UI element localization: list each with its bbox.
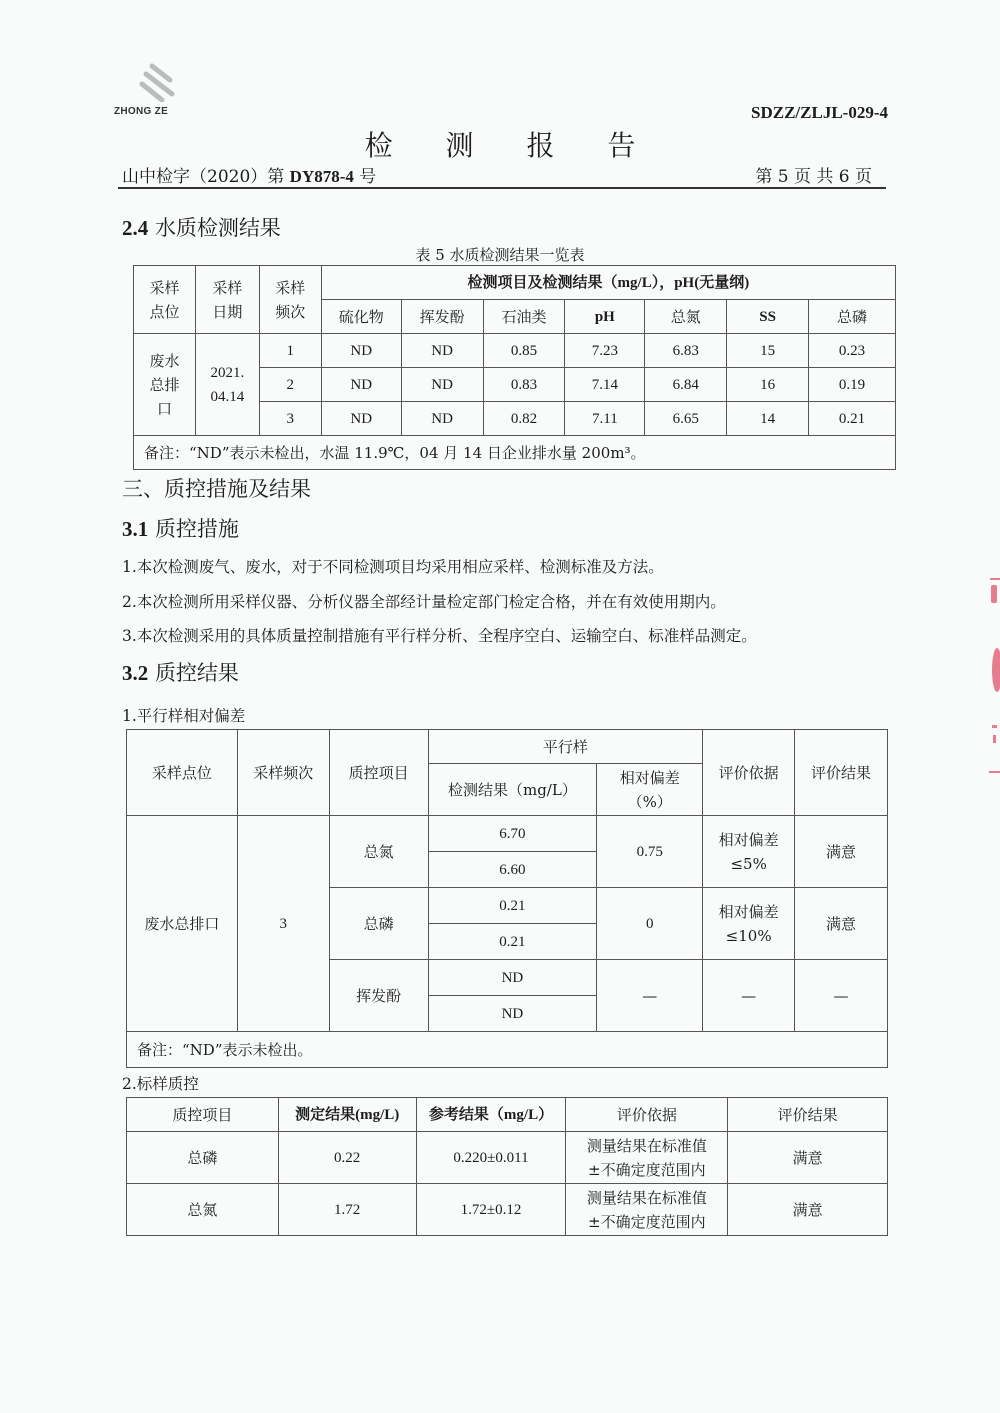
cell-value: ND (401, 334, 483, 368)
report-number-suffix: 号 (359, 167, 377, 187)
cell-value: 0.83 (483, 368, 565, 402)
cell-result: 0.21 (428, 924, 597, 960)
cell-qc-item: 总磷 (127, 1132, 279, 1184)
header-evaluation-result: 评价结果 (728, 1098, 888, 1132)
document-code: SDZZ/ZLJL-029-4 (751, 103, 888, 122)
header-reference-result: 参考结果（mg/L） (416, 1098, 566, 1132)
section-number: 2.4 (122, 216, 149, 240)
page-indicator: 第 5 页 共 6 页 (755, 167, 872, 187)
table-row (134, 334, 896, 368)
header-qc-item: 质控项目 (329, 730, 428, 816)
cell-value: ND (321, 368, 401, 402)
cell-result: 6.70 (428, 816, 597, 852)
cell-measured: 1.72 (278, 1184, 416, 1236)
cell-deviation: — (597, 960, 703, 1032)
cell-conclusion: — (795, 960, 888, 1032)
header-evaluation-result: 评价结果 (795, 730, 888, 816)
cell-value: 0.21 (809, 402, 896, 436)
cell-conclusion: 满意 (795, 888, 888, 960)
cell-conclusion: 满意 (795, 816, 888, 888)
header-item: 总磷 (809, 300, 896, 334)
cell-basis: 相对偏差 ≤10% (703, 888, 795, 960)
header-evaluation-basis: 评价依据 (703, 730, 795, 816)
header-parallel-sample: 平行样 (428, 730, 703, 764)
section-title: 水质检测结果 (154, 216, 281, 240)
table-row (127, 816, 888, 852)
cell-value: ND (401, 402, 483, 436)
header-sampling-frequency: 采样频次 (237, 730, 329, 816)
page-title: 检 测 报 告 (364, 129, 658, 162)
cell-value: ND (321, 402, 401, 436)
cell-measured: 0.22 (278, 1132, 416, 1184)
header-item: SS (727, 300, 809, 334)
cell-qc-item: 总氮 (127, 1184, 279, 1236)
cell-value: 16 (727, 368, 809, 402)
header-item: 硫化物 (321, 300, 401, 334)
water-quality-table (133, 265, 896, 470)
cell-qc-item: 总磷 (329, 888, 428, 960)
cell-basis: 测量结果在标准值 ±不确定度范围内 (566, 1184, 728, 1236)
section-2-4-heading (122, 212, 281, 242)
cell-reference: 1.72±0.12 (416, 1184, 566, 1236)
cell-value: 6.84 (645, 368, 727, 402)
header-qc-item: 质控项目 (127, 1098, 279, 1132)
logo-text: ZHONG ZE (114, 106, 169, 117)
header-sampling-frequency: 采样 频次 (259, 266, 321, 334)
cell-value: 7.14 (565, 368, 645, 402)
cell-sampling-date: 2021. 04.14 (195, 334, 259, 436)
cell-value: 15 (727, 334, 809, 368)
header-item: 石油类 (483, 300, 565, 334)
cell-value: ND (321, 334, 401, 368)
cell-value: 0.82 (483, 402, 565, 436)
header-test-result: 检测结果（mg/L） (428, 764, 597, 816)
header-divider (118, 187, 886, 189)
cell-value: 6.83 (645, 334, 727, 368)
cell-value: 0.19 (809, 368, 896, 402)
report-number-prefix: 山中检字（2020）第 (122, 167, 285, 187)
cell-conclusion: 满意 (728, 1184, 888, 1236)
standard-sample-table (126, 1097, 888, 1236)
cell-deviation: 0 (597, 888, 703, 960)
standard-table-label: 2.标样质控 (122, 1075, 199, 1093)
logo-stripes-icon (134, 62, 184, 102)
header-relative-deviation: 相对偏差 （%） (597, 764, 703, 816)
cell-basis: — (703, 960, 795, 1032)
cell-value: 6.65 (645, 402, 727, 436)
section-3-heading: 三、质控措施及结果 (122, 477, 311, 501)
section-3-2-heading: 3.2 质控结果 (122, 661, 239, 685)
cell-result: 0.21 (428, 888, 597, 924)
cell-deviation: 0.75 (597, 816, 703, 888)
header-test-items-group: 检测项目及检测结果（mg/L），pH(无量纲) (321, 266, 895, 300)
report-number-value: DY878-4 (289, 167, 354, 186)
cell-frequency: 2 (259, 368, 321, 402)
cell-value: 14 (727, 402, 809, 436)
cell-value: 0.85 (483, 334, 565, 368)
cell-value: ND (401, 368, 483, 402)
report-number (122, 162, 376, 187)
header-item: 总氮 (645, 300, 727, 334)
header-item: 挥发酚 (401, 300, 483, 334)
cell-qc-item: 总氮 (329, 816, 428, 888)
parallel-sample-table (126, 729, 888, 1068)
header-sampling-date: 采样 日期 (195, 266, 259, 334)
cell-sampling-point: 废水 总排 口 (134, 334, 196, 436)
cell-frequency: 3 (259, 402, 321, 436)
header-evaluation-basis: 评价依据 (566, 1098, 728, 1132)
cell-value: 7.11 (565, 402, 645, 436)
cell-reference: 0.220±0.011 (416, 1132, 566, 1184)
cell-result: 6.60 (428, 852, 597, 888)
measure-item: 3.本次检测采用的具体质量控制措施有平行样分析、全程序空白、运输空白、标准样品测定。 (122, 627, 757, 645)
cell-value: 7.23 (565, 334, 645, 368)
section-3-1-heading: 3.1 质控措施 (122, 517, 239, 541)
table-note: 备注：“ND”表示未检出。 (127, 1032, 888, 1068)
measure-item: 2.本次检测所用采样仪器、分析仪器全部经计量检定部门检定合格，并在有效使用期内。 (122, 593, 726, 611)
cell-basis: 相对偏差 ≤5% (703, 816, 795, 888)
cell-result: ND (428, 960, 597, 996)
header-item: pH (565, 300, 645, 334)
parallel-table-label: 1.平行样相对偏差 (122, 707, 246, 725)
seal-stamp-icon (985, 575, 1000, 775)
cell-basis: 测量结果在标准值 ±不确定度范围内 (566, 1132, 728, 1184)
cell-frequency: 3 (237, 816, 329, 1032)
cell-sampling-point: 废水总排口 (127, 816, 238, 1032)
table-note: 备注：“ND”表示未检出，水温 11.9℃，04 月 14 日企业排水量 200m³。 (134, 436, 896, 470)
company-logo (112, 62, 202, 120)
cell-qc-item: 挥发酚 (329, 960, 428, 1032)
measure-item: 1.本次检测废气、废水，对于不同检测项目均采用相应采样、检测标准及方法。 (122, 558, 664, 576)
cell-result: ND (428, 996, 597, 1032)
table-row (127, 1184, 888, 1236)
cell-conclusion: 满意 (728, 1132, 888, 1184)
cell-value: 0.23 (809, 334, 896, 368)
cell-frequency: 1 (259, 334, 321, 368)
header-sampling-point: 采样点位 (127, 730, 238, 816)
table-row (127, 1132, 888, 1184)
header-measured-result: 测定结果(mg/L) (278, 1098, 416, 1132)
header-sampling-point: 采样 点位 (134, 266, 196, 334)
table-5-caption: 表 5 水质检测结果一览表 (415, 246, 585, 264)
